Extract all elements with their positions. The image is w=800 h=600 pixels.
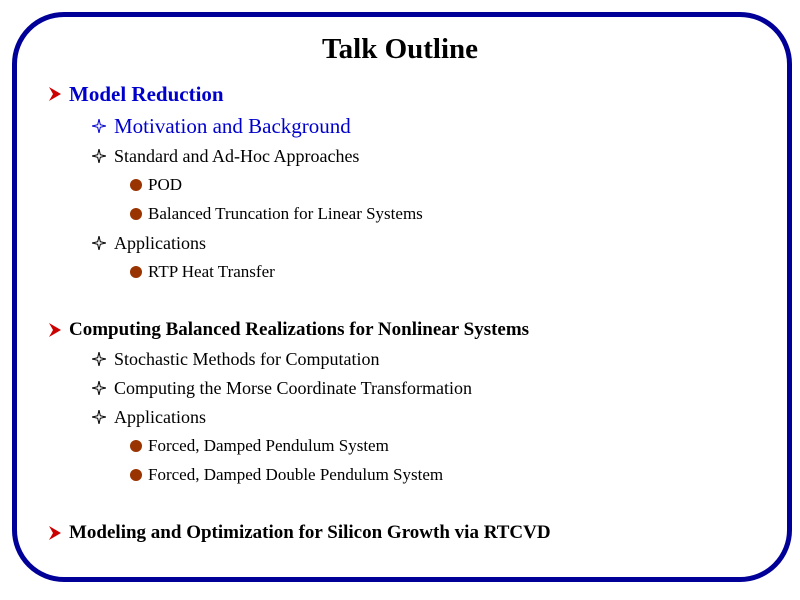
item-applications-2 bbox=[92, 404, 206, 430]
arrow-bullet-icon bbox=[48, 86, 62, 102]
section-balanced-realizations bbox=[48, 317, 529, 343]
section-silicon-growth bbox=[48, 520, 551, 546]
item-morse-coordinate bbox=[92, 375, 472, 401]
four-point-star-icon bbox=[92, 236, 106, 250]
item-label: Applications bbox=[114, 232, 206, 253]
four-point-star-icon bbox=[92, 149, 106, 163]
four-point-star-icon bbox=[92, 352, 106, 366]
item-stochastic-methods bbox=[92, 346, 379, 372]
subitem-label: RTP Heat Transfer bbox=[148, 262, 275, 281]
item-label: Applications bbox=[114, 406, 206, 427]
subitem-rtp-heat-transfer bbox=[130, 259, 275, 285]
item-label: Standard and Ad-Hoc Approaches bbox=[114, 145, 360, 166]
four-point-star-icon bbox=[92, 410, 106, 424]
subitem-pod bbox=[130, 172, 182, 198]
subitem-label: Forced, Damped Pendulum System bbox=[148, 436, 389, 455]
arrow-bullet-icon bbox=[48, 525, 62, 541]
subitem-label: Forced, Damped Double Pendulum System bbox=[148, 465, 444, 484]
item-label: Stochastic Methods for Computation bbox=[114, 348, 380, 369]
four-point-star-icon bbox=[92, 119, 106, 133]
section-label: Modeling and Optimization for Silicon Growth via RTCVD bbox=[69, 522, 551, 543]
four-point-star-icon bbox=[92, 381, 106, 395]
dot-bullet-icon bbox=[130, 266, 142, 278]
arrow-bullet-icon bbox=[48, 322, 62, 338]
item-standard-approaches bbox=[92, 143, 359, 169]
subitem-label: Balanced Truncation for Linear Systems bbox=[148, 204, 423, 223]
section-label: Model Reduction bbox=[69, 81, 224, 106]
slide-title: Talk Outline bbox=[321, 33, 479, 65]
subitem-double-pendulum bbox=[130, 462, 443, 488]
item-motivation bbox=[92, 113, 351, 139]
dot-bullet-icon bbox=[130, 440, 142, 452]
section-label: Computing Balanced Realizations for Nonlinear Systems bbox=[69, 319, 530, 340]
dot-bullet-icon bbox=[130, 469, 142, 481]
item-label: Computing the Morse Coordinate Transformation bbox=[114, 377, 472, 398]
item-applications bbox=[92, 230, 206, 256]
subitem-balanced-truncation bbox=[130, 201, 423, 227]
subitem-label: POD bbox=[148, 175, 183, 194]
dot-bullet-icon bbox=[130, 179, 142, 191]
subitem-pendulum bbox=[130, 433, 389, 459]
item-label: Motivation and Background bbox=[114, 113, 351, 138]
section-model-reduction bbox=[48, 81, 224, 107]
dot-bullet-icon bbox=[130, 208, 142, 220]
